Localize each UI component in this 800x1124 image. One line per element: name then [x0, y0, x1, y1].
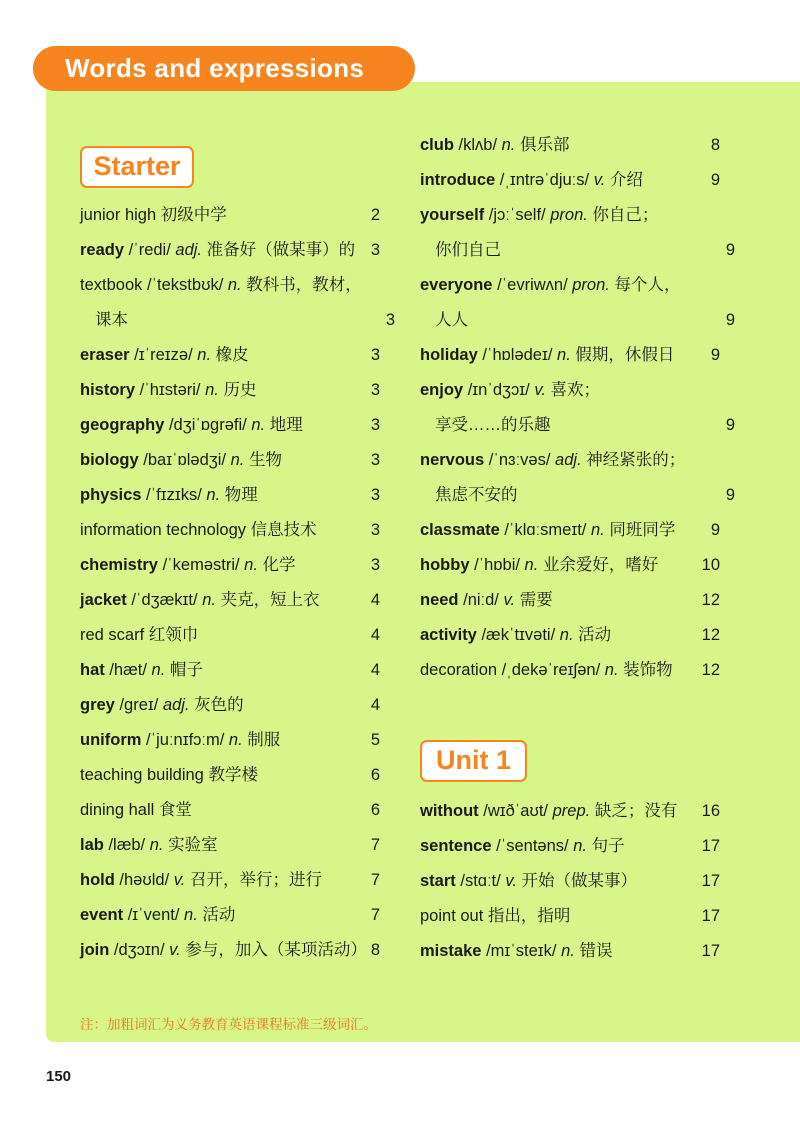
entry-part-of-speech: v.: [593, 171, 606, 189]
entry-meaning: 活动: [578, 626, 612, 644]
entry-part-of-speech: n.: [561, 942, 575, 960]
word-entry: [80, 268, 380, 303]
entry-pronunciation: /ˌɪntrəˈdjuːs/: [499, 171, 590, 189]
entry-page: 9: [725, 311, 735, 329]
word-entry: [420, 653, 720, 688]
entry-term: nervous: [420, 451, 485, 469]
entry-term: dining hall: [80, 801, 155, 819]
entry-pronunciation: /ˈdʒækɪt/: [131, 591, 198, 609]
word-entry: [80, 198, 380, 233]
word-entry: [80, 338, 380, 373]
entry-meaning: 句子: [591, 837, 625, 855]
entry-page: 9: [710, 346, 720, 364]
entry-meaning: 装饰物: [623, 661, 673, 679]
word-entry: [80, 583, 380, 618]
entry-pronunciation: /ɪˈvent/: [127, 906, 180, 924]
entry-meaning: 俱乐部: [519, 136, 570, 154]
word-entry: [420, 583, 720, 618]
word-entry: [80, 618, 380, 653]
entry-term: enjoy: [420, 381, 464, 399]
entry-part-of-speech: n.: [230, 451, 245, 469]
word-entry: [420, 864, 720, 899]
entry-term: ready: [80, 241, 125, 259]
word-entry: [80, 408, 380, 443]
word-entry: [420, 338, 720, 373]
entry-term: without: [420, 802, 479, 820]
entry-term: need: [420, 591, 459, 609]
entry-term: start: [420, 872, 456, 890]
entry-term: everyone: [420, 276, 493, 294]
entry-term: information technology: [80, 521, 247, 539]
entry-part-of-speech: n.: [244, 556, 258, 574]
entry-meaning: 课本: [95, 311, 128, 329]
entry-part-of-speech: v.: [169, 941, 181, 959]
word-entry: [420, 829, 720, 864]
entry-page: 3: [370, 241, 380, 259]
entry-meaning: 开始（做某事）: [521, 872, 638, 890]
entry-meaning: 同班同学: [609, 521, 676, 539]
word-entry: [80, 548, 380, 583]
entry-pronunciation: /klʌb/: [458, 136, 498, 154]
section-label-starter: Starter: [80, 146, 194, 188]
entry-part-of-speech: n.: [184, 906, 198, 924]
entry-term: holiday: [420, 346, 478, 364]
entry-pronunciation: /niːd/: [463, 591, 499, 609]
entry-part-of-speech: n.: [251, 416, 266, 434]
entry-pronunciation: /stɑːt/: [460, 872, 501, 890]
entry-page: 3: [370, 486, 380, 504]
entry-page: 4: [370, 696, 380, 714]
entry-continuation: [420, 233, 735, 268]
entry-meaning: 历史: [223, 381, 257, 399]
word-entry: [420, 163, 720, 198]
entry-pronunciation: /hæt/: [109, 661, 147, 679]
word-entry: [80, 373, 380, 408]
entry-page: 9: [710, 171, 720, 189]
entry-pronunciation: /ˈredi/: [128, 241, 171, 259]
entry-page: 9: [725, 486, 735, 504]
entry-part-of-speech: n.: [604, 661, 619, 679]
entry-term: point out: [420, 907, 484, 925]
entry-part-of-speech: n.: [557, 346, 571, 364]
entry-page: 3: [385, 311, 395, 329]
entry-term: textbook: [80, 276, 143, 294]
entry-page: 17: [701, 907, 720, 925]
entry-page: 2: [370, 206, 380, 224]
entry-page: 9: [725, 416, 735, 434]
entry-meaning: 教学楼: [208, 766, 258, 784]
word-entry: [80, 513, 380, 548]
entry-term: join: [80, 941, 110, 959]
entry-term: eraser: [80, 346, 130, 364]
entry-meaning: 地理: [269, 416, 303, 434]
entry-page: 17: [701, 942, 720, 960]
word-entry: [80, 653, 380, 688]
entry-pronunciation: /wɪðˈaʊt/: [483, 802, 549, 820]
entry-pronunciation: /ɪˈreɪzə/: [134, 346, 193, 364]
entry-continuation: [420, 478, 735, 513]
word-entry: [80, 688, 380, 723]
entry-continuation: [80, 303, 395, 338]
entry-page: 9: [725, 241, 735, 259]
entry-term: event: [80, 906, 124, 924]
entry-pronunciation: /ækˈtɪvəti/: [481, 626, 556, 644]
entry-part-of-speech: adj.: [555, 451, 582, 469]
entry-term: teaching building: [80, 766, 204, 784]
entry-pronunciation: /ˈsentəns/: [496, 837, 569, 855]
entry-part-of-speech: prep.: [552, 802, 591, 820]
word-entry: [80, 828, 380, 863]
entry-part-of-speech: v.: [503, 591, 516, 609]
entry-page: 10: [701, 556, 720, 574]
entry-page: 3: [370, 451, 380, 469]
entry-meaning: 每个人，: [614, 276, 681, 294]
entry-part-of-speech: n.: [227, 276, 242, 294]
entry-part-of-speech: n.: [205, 381, 219, 399]
entry-meaning: 初级中学: [160, 206, 227, 224]
entry-term: club: [420, 136, 454, 154]
entry-meaning: 准备好（做某事）的: [206, 241, 356, 259]
entry-term: chemistry: [80, 556, 158, 574]
entry-meaning: 错误: [579, 942, 613, 960]
entry-part-of-speech: n.: [590, 521, 605, 539]
entry-pronunciation: /ˈnɜːvəs/: [488, 451, 551, 469]
word-entry: [80, 793, 380, 828]
entry-pronunciation: /ɪnˈdʒɔɪ/: [467, 381, 530, 399]
word-entry: [420, 198, 720, 233]
entry-part-of-speech: v.: [534, 381, 546, 399]
word-entry: [420, 128, 720, 163]
entry-meaning: 指出，指明: [487, 907, 571, 925]
entry-page: 6: [370, 766, 380, 784]
entry-part-of-speech: pron.: [572, 276, 610, 294]
entry-pronunciation: /dʒɔɪn/: [113, 941, 165, 959]
entry-term: biology: [80, 451, 139, 469]
entry-part-of-speech: v.: [505, 872, 517, 890]
entry-page: 4: [370, 661, 380, 679]
word-entry: [80, 933, 380, 968]
entry-meaning: 召开，举行；进行: [189, 871, 322, 889]
entry-continuation: [420, 303, 735, 338]
word-entry: [420, 934, 720, 969]
entry-pronunciation: /baɪˈɒlədʒi/: [143, 451, 227, 469]
entry-meaning: 制服: [247, 731, 281, 749]
entry-meaning: 焦虑不安的: [435, 486, 518, 504]
entry-part-of-speech: n.: [197, 346, 212, 364]
entry-part-of-speech: n.: [573, 837, 587, 855]
word-entry: [80, 898, 380, 933]
entry-meaning: 介绍: [609, 171, 643, 189]
entry-pronunciation: /ˈhɒlədeɪ/: [482, 346, 553, 364]
word-entry: [80, 723, 380, 758]
entry-meaning: 人人: [435, 311, 468, 329]
entry-term: history: [80, 381, 136, 399]
word-entry: [80, 233, 380, 268]
entry-meaning: 教科书，教材，: [246, 276, 362, 294]
word-entry: [80, 443, 380, 478]
entry-page: 4: [370, 626, 380, 644]
entry-continuation: [420, 408, 735, 443]
entry-part-of-speech: pron.: [550, 206, 588, 224]
entry-meaning: 神经紧张的；: [586, 451, 686, 469]
entry-part-of-speech: n.: [149, 836, 164, 854]
entry-page: 7: [370, 906, 380, 924]
entry-meaning: 需要: [519, 591, 553, 609]
entry-pronunciation: /həʊld/: [119, 871, 170, 889]
word-entry: [420, 548, 720, 583]
entry-term: grey: [80, 696, 115, 714]
entry-pronunciation: /mɪˈsteɪk/: [486, 942, 557, 960]
entry-meaning: 假期，休假日: [575, 346, 675, 364]
entry-part-of-speech: n.: [501, 136, 516, 154]
word-entry: [420, 618, 720, 653]
entry-part-of-speech: n.: [559, 626, 574, 644]
entry-term: physics: [80, 486, 142, 504]
entry-term: mistake: [420, 942, 482, 960]
entry-pronunciation: /læb/: [108, 836, 146, 854]
entry-term: jacket: [80, 591, 127, 609]
entry-pronunciation: /jɔːˈself/: [488, 206, 546, 224]
word-entry: [80, 758, 380, 793]
entry-page: 12: [701, 661, 720, 679]
entry-meaning: 化学: [262, 556, 296, 574]
entry-meaning: 活动: [202, 906, 236, 924]
entry-meaning: 缺乏；没有: [594, 802, 678, 820]
entry-term: hold: [80, 871, 115, 889]
entry-term: sentence: [420, 837, 492, 855]
entry-page: 16: [701, 802, 720, 820]
entry-pronunciation: /ɡreɪ/: [119, 696, 159, 714]
entry-pronunciation: /ˈkeməstri/: [162, 556, 240, 574]
entry-page: 4: [370, 591, 380, 609]
entry-page: 5: [370, 731, 380, 749]
word-entry: [420, 268, 720, 303]
entry-meaning: 夹克，短上衣: [220, 591, 320, 609]
entry-page: 12: [701, 591, 720, 609]
entry-meaning: 食堂: [158, 801, 192, 819]
entry-page: 8: [370, 941, 380, 959]
section-label-unit1: Unit 1: [420, 740, 527, 782]
page-number: 150: [46, 1068, 72, 1085]
word-entry: [80, 478, 380, 513]
entry-meaning: 参与，加入（某项活动）: [185, 941, 367, 959]
entry-term: lab: [80, 836, 104, 854]
entry-term: introduce: [420, 171, 496, 189]
entry-term: geography: [80, 416, 165, 434]
entry-page: 3: [370, 556, 380, 574]
entry-term: activity: [420, 626, 477, 644]
entry-pronunciation: /ˈevriwʌn/: [497, 276, 568, 294]
word-entry: [420, 794, 720, 829]
entry-meaning: 红领巾: [148, 626, 199, 644]
entry-pronunciation: /dʒiˈɒɡrəfi/: [168, 416, 247, 434]
entry-pronunciation: /ˈfɪzɪks/: [146, 486, 202, 504]
entry-part-of-speech: n.: [202, 591, 216, 609]
entry-meaning: 物理: [224, 486, 258, 504]
entry-part-of-speech: adj.: [175, 241, 203, 259]
entry-part-of-speech: n.: [524, 556, 539, 574]
entry-meaning: 生物: [248, 451, 282, 469]
entry-page: 17: [701, 837, 720, 855]
entry-meaning: 实验室: [168, 836, 218, 854]
entry-meaning: 帽子: [169, 661, 203, 679]
word-entry: [80, 863, 380, 898]
entry-meaning: 享受……的乐趣: [435, 416, 551, 434]
entry-page: 8: [710, 136, 720, 154]
entry-term: yourself: [420, 206, 485, 224]
word-entry: [420, 899, 720, 934]
entry-page: 3: [370, 381, 380, 399]
entry-page: 12: [701, 626, 720, 644]
entry-meaning: 你自己；: [592, 206, 659, 224]
entry-page: 3: [370, 521, 380, 539]
entry-part-of-speech: n.: [151, 661, 166, 679]
entry-page: 7: [370, 836, 380, 854]
page-title: Words and expressions: [33, 46, 415, 91]
entry-page: 3: [370, 416, 380, 434]
entry-part-of-speech: v.: [173, 871, 186, 889]
entry-page: 7: [370, 871, 380, 889]
word-entry: [420, 513, 720, 548]
entry-term: red scarf: [80, 626, 145, 644]
entry-page: 17: [701, 872, 720, 890]
entry-term: decoration: [420, 661, 498, 679]
entry-pronunciation: /ˈjuːnɪfɔːm/: [146, 731, 225, 749]
entry-part-of-speech: n.: [206, 486, 221, 504]
entry-meaning: 信息技术: [250, 521, 317, 539]
entry-pronunciation: /ˌdekəˈreɪʃən/: [501, 661, 601, 679]
entry-part-of-speech: n.: [228, 731, 243, 749]
entry-meaning: 业余爱好，嗜好: [542, 556, 659, 574]
word-entry: [420, 373, 720, 408]
entry-pronunciation: /ˈhɪstəri/: [139, 381, 201, 399]
entry-pronunciation: /ˈklɑːsmeɪt/: [504, 521, 587, 539]
entry-term: uniform: [80, 731, 142, 749]
entry-term: classmate: [420, 521, 500, 539]
entry-page: 3: [370, 346, 380, 364]
entry-pronunciation: /ˈhɒbi/: [474, 556, 520, 574]
entry-meaning: 喜欢；: [550, 381, 601, 399]
entry-page: 6: [370, 801, 380, 819]
entry-meaning: 灰色的: [194, 696, 244, 714]
entry-meaning: 橡皮: [215, 346, 249, 364]
entry-term: hat: [80, 661, 105, 679]
entry-meaning: 你们自己: [435, 241, 501, 259]
footnote: 注：加粗词汇为义务教育英语课程标准三级词汇。: [80, 1017, 377, 1032]
entry-part-of-speech: adj.: [162, 696, 190, 714]
entry-term: junior high: [80, 206, 157, 224]
entry-page: 9: [710, 521, 720, 539]
word-entry: [420, 443, 720, 478]
entry-term: hobby: [420, 556, 470, 574]
entry-pronunciation: /ˈtekstbʊk/: [146, 276, 224, 294]
